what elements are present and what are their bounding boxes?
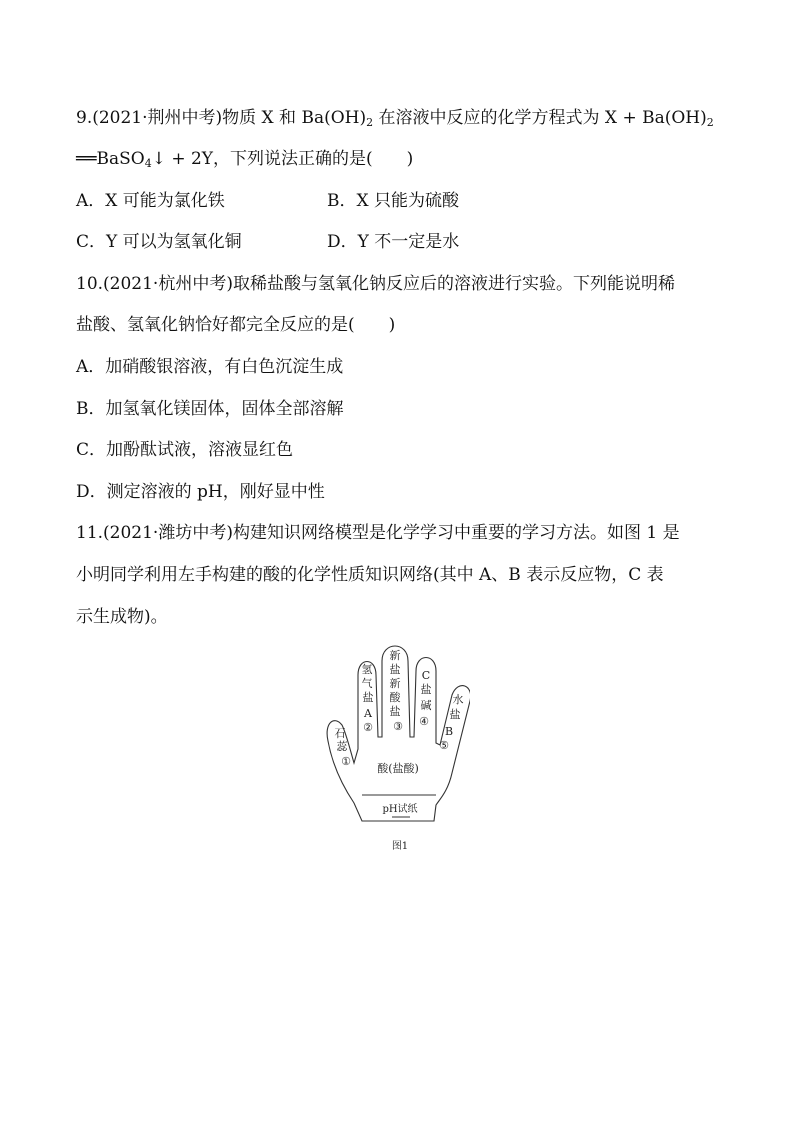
finger-4-label: ④: [419, 715, 429, 728]
finger-2-label: 氢: [361, 663, 373, 676]
finger-4-label: 盐: [420, 683, 432, 696]
finger-2-label: ②: [363, 721, 373, 734]
finger-3-label: ③: [393, 720, 403, 733]
q10-option-d: D．测定溶液的 pH，刚好显中性: [76, 482, 325, 502]
q9-option-b: B．X 只能为硫酸: [327, 191, 459, 211]
finger-5-label: ⑤: [439, 739, 449, 752]
finger-3-label: 新: [389, 677, 401, 690]
finger-1-label: 石: [334, 727, 346, 740]
finger-3-label: 新: [389, 649, 401, 662]
finger-5-label: 盐: [449, 708, 461, 721]
q10-line-1: 10.(2021·杭州中考)取稀盐酸与氢氧化钠反应后的溶液进行实验。下列能说明稀: [76, 274, 675, 294]
finger-2-label: 气: [361, 677, 373, 690]
q10-option-b: B．加氢氧化镁固体，固体全部溶解: [76, 399, 344, 419]
q11-line-2: 小明同学利用左手构建的酸的化学性质知识网络(其中 A、B 表示反应物，C 表: [76, 565, 664, 585]
finger-5-label: 水: [452, 693, 464, 706]
finger-3-label: 盐: [389, 705, 401, 718]
finger-4-labels: [419, 669, 431, 728]
finger-2-label: 盐: [362, 691, 374, 704]
finger-3-labels: [390, 649, 404, 733]
finger-1-label: 蕊: [336, 740, 348, 753]
q9-line-2: ══BaSO$_4$↓ + 2Y，下列说法正确的是( ): [76, 149, 414, 170]
finger-4-label: 碱: [420, 699, 432, 712]
q9-option-c: C．Y 可以为氢氧化铜: [76, 232, 242, 252]
figure-caption: 图1: [391, 841, 409, 852]
finger-2-label: A: [364, 707, 372, 720]
finger-1-labels: [335, 727, 352, 768]
q9-option-a: A．X 可能为氯化铁: [76, 191, 225, 211]
q10-line-2: 盐酸、氢氧化钠恰好都完全反应的是( ): [76, 315, 396, 335]
q9-line-1: 9.(2021·荆州中考)物质 X 和 $Ba(OH)_2$ 在溶液中反应的化学方程式为 $X + Ba(OH)_2$: [76, 108, 714, 129]
hand-diagram: [318, 645, 470, 855]
q10-option-a: A．加硝酸银溶液，有白色沉淀生成: [76, 357, 344, 377]
finger-1-label: ①: [341, 755, 351, 768]
finger-3-label: 盐: [389, 663, 401, 676]
finger-4-label: C: [421, 669, 431, 682]
palm-label: 酸(盐酸): [377, 762, 419, 775]
q11-line-1: 11.(2021·潍坊中考)构建知识网络模型是化学学习中重要的学习方法。如图 1 是: [76, 523, 680, 543]
finger-2-labels: [362, 662, 374, 734]
wrist-label: pH试纸: [382, 804, 418, 815]
finger-5-label: B: [444, 725, 454, 738]
q10-option-c: C．加酚酞试液，溶液显红色: [76, 440, 294, 460]
finger-3-label: 酸: [389, 691, 401, 704]
q9-option-d: D．Y 不一定是水: [327, 232, 460, 252]
q11-line-3: 示生成物)。: [76, 607, 168, 627]
